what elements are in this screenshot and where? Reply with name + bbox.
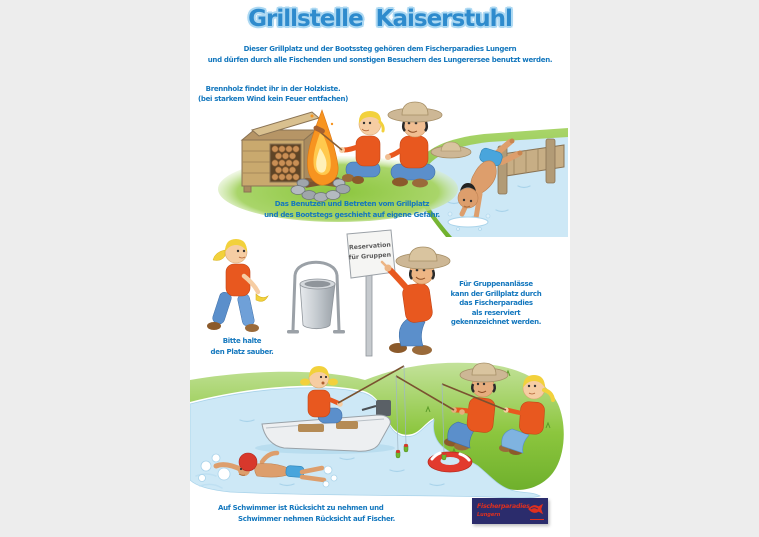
trash-can: [287, 262, 345, 333]
group-line4: als reserviert: [471, 308, 521, 317]
swimmers-note-line2: Schwimmer nehmen Rücksicht auf Fischer.: [238, 515, 395, 523]
reservation-sign: [347, 230, 395, 356]
boy-with-hat: [385, 102, 442, 188]
swimmers-note-line1: Auf Schwimmer ist Rücksicht zu nehmen und: [218, 504, 384, 512]
risk-line1: Das Benutzen und Betreten vom Grillplatz: [274, 200, 430, 208]
intro-line1: Dieser Grillplatz und der Bootssteg gehören dem Fischerparadies Lungern: [243, 45, 517, 53]
group-line2: kann der Grillplatz durch: [450, 289, 542, 298]
lifebuoy: [428, 452, 472, 472]
logo-brand-text: Fischerparadies: [477, 503, 530, 510]
logo-location-text: Lungern: [477, 512, 501, 518]
grill-site-poster: [190, 0, 570, 537]
intro-line2: und dürfen durch alle Fischenden und sonstigen Besuchern des Lungerersee benutzt werden.: [207, 56, 553, 64]
group-line5: gekennzeichnet werden.: [450, 318, 542, 326]
group-line1: Für Gruppenanlässe: [459, 280, 533, 288]
sign-line1: Reservation: [348, 241, 392, 252]
fischerparadies-logo: [472, 498, 548, 524]
sign-line2: für Gruppen: [348, 251, 392, 262]
intro-note: [190, 44, 570, 66]
firewood-line2: (bei starkem Wind kein Feuer entfachen): [197, 95, 349, 103]
clean-line2: den Platz sauber.: [210, 348, 274, 356]
girl-walking: [207, 239, 268, 332]
group-note: [425, 280, 567, 328]
group-line3: das Fischerparadies: [459, 299, 533, 307]
clean-line1: Bitte halte: [222, 337, 262, 345]
clean-note: [192, 336, 292, 358]
poster-title: Grillstelle Kaiserstuhl: [248, 6, 512, 32]
firewood-line1: Brennholz findet ihr in der Holzkiste.: [205, 85, 341, 93]
lake-fishing-scene-illustration: [190, 358, 568, 500]
risk-note: [230, 199, 474, 221]
fish-icon: [527, 502, 545, 516]
logo-website-mark: [530, 519, 544, 520]
risk-line2: und des Bootstegs geschieht auf eigene Gefahr.: [264, 211, 440, 219]
